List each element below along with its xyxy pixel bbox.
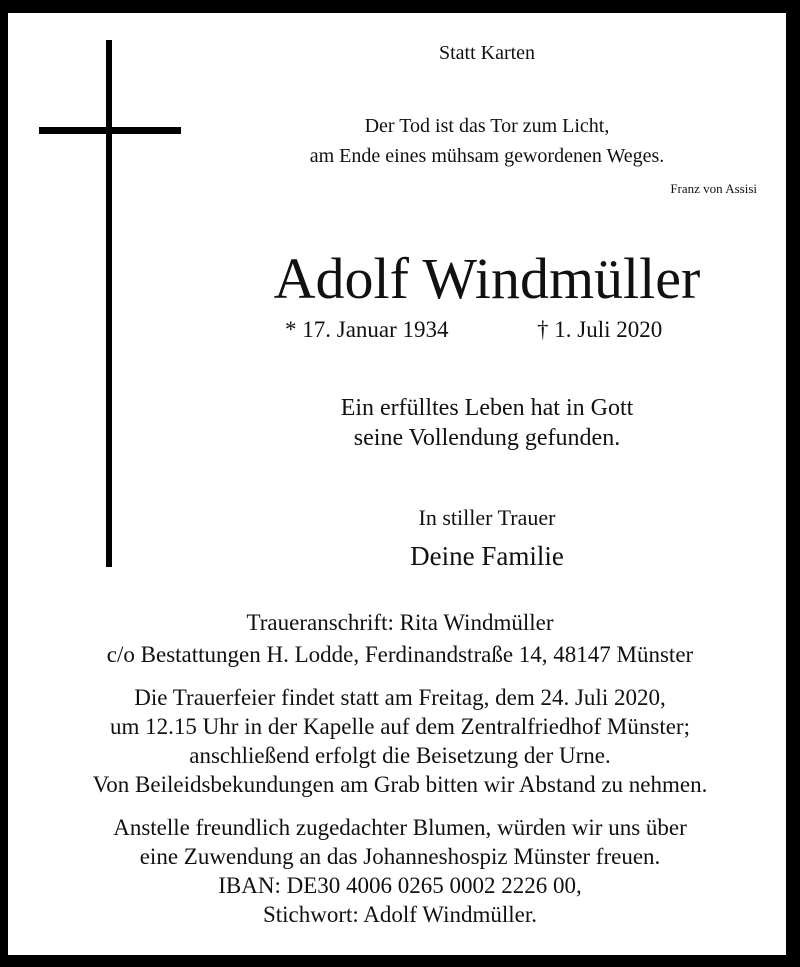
deceased-name: Adolf Windmüller	[273, 246, 701, 311]
statt-karten: Statt Karten	[438, 42, 536, 64]
ceremony-line: Die Trauerfeier findet statt am Freitag, dem 24. Juli 2020,	[134, 685, 666, 710]
donation-line: Anstelle freundlich zugedachter Blumen, würden wir uns über	[113, 815, 687, 840]
ceremony-line: anschließend erfolgt die Beisetzung der Urne.	[189, 743, 611, 768]
mourners-family: Deine Familie	[410, 541, 564, 571]
ceremony-line: um 12.15 Uhr in der Kapelle auf dem Zentralfriedhof Münster;	[110, 714, 690, 739]
donation-line: eine Zuwendung an das Johanneshospiz Münster freuen.	[139, 844, 661, 869]
quote-line: Der Tod ist das Tor zum Licht,	[364, 115, 610, 137]
quote-line: am Ende eines mühsam gewordenen Weges.	[309, 145, 665, 167]
address-line: Traueranschrift: Rita Windmüller	[246, 610, 554, 635]
death-date: † 1. Juli 2020	[537, 317, 663, 342]
mourners-intro: In stiller Trauer	[418, 505, 556, 530]
quote-author: Franz von Assisi	[670, 181, 757, 196]
ceremony-line: Von Beileidsbekundungen am Grab bitten wir Abstand zu nehmen.	[92, 772, 708, 797]
tribute-line: seine Vollendung gefunden.	[353, 425, 621, 451]
birth-date: * 17. Januar 1934	[285, 317, 449, 342]
tribute-line: Ein erfülltes Leben hat in Gott	[340, 395, 634, 421]
donation-keyword: Stichwort: Adolf Windmüller.	[262, 902, 537, 927]
cross-icon	[106, 40, 112, 567]
iban: IBAN: DE30 4006 0265 0002 2226 00,	[218, 873, 582, 898]
address-line: c/o Bestattungen H. Lodde, Ferdinandstraße 14, 48147 Münster	[106, 642, 694, 667]
cross-icon-bar	[39, 127, 181, 134]
